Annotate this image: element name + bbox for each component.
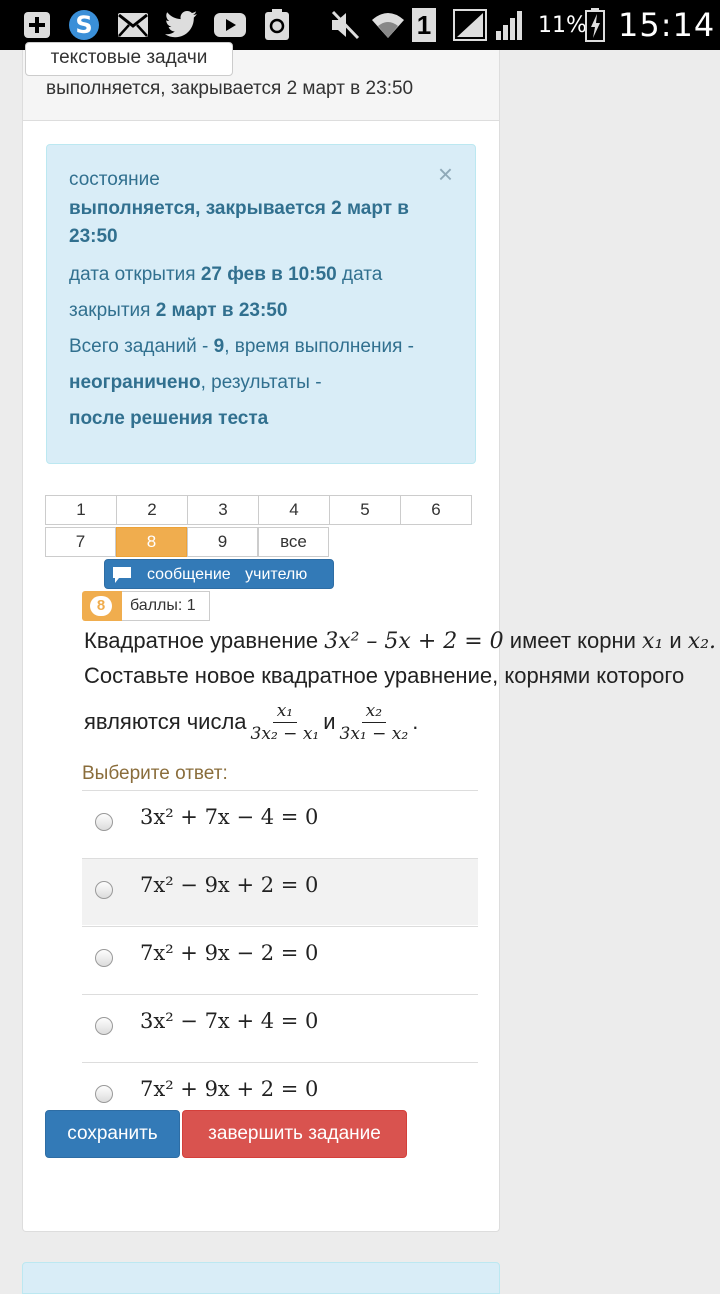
recycle-icon	[262, 8, 292, 42]
answer-radio-1[interactable]	[95, 813, 113, 831]
fraction-2	[340, 700, 409, 745]
answer-text-3: 7x² + 9x − 2 = 0	[140, 941, 319, 965]
question-score: баллы: 1	[122, 591, 210, 621]
answer-radio-4[interactable]	[95, 1017, 113, 1035]
fraction-1-denominator: 3x₂ − x₁	[250, 723, 320, 744]
question-line1-text: Квадратное уравнение	[84, 628, 325, 653]
answer-option-2[interactable]	[82, 858, 478, 925]
question-text	[84, 624, 720, 744]
question-line3-end: .	[412, 709, 419, 734]
signal-bars-icon	[494, 8, 526, 42]
signal-icon	[452, 8, 488, 42]
question-line1-roots: имеет корни	[503, 628, 643, 653]
clock: 15:14	[618, 6, 716, 44]
next-info-panel	[22, 1262, 500, 1294]
task-info-alert	[46, 144, 476, 464]
topic-chip[interactable]: текстовые задачи	[25, 42, 233, 76]
question-equation: 3x² – 5x + 2 = 0	[324, 629, 504, 654]
closed-label-b: закрытия	[69, 300, 151, 321]
state-label: состояние	[69, 169, 160, 190]
svg-text:S: S	[75, 11, 93, 39]
battery-icon	[584, 8, 606, 42]
page-4[interactable]: 4	[258, 495, 330, 525]
question-line2: Составьте новое квадратное уравнение, корнями которого	[84, 663, 685, 688]
answer-radio-2[interactable]	[95, 881, 113, 899]
answer-text-2: 7x² − 9x + 2 = 0	[140, 873, 319, 897]
question-number-badge	[82, 591, 122, 621]
youtube-icon	[212, 8, 248, 42]
closed-label-a: дата	[342, 264, 383, 285]
opened-value: 27 фев в 10:50	[200, 264, 337, 285]
total-value: 9	[213, 336, 225, 357]
comment-icon	[112, 566, 132, 589]
root-x2: x₂.	[687, 629, 717, 654]
page-3[interactable]: 3	[187, 495, 259, 525]
page-8-active[interactable]: 8	[116, 527, 187, 557]
question-line3-text: являются числа	[84, 709, 247, 734]
answer-option-4[interactable]	[82, 994, 478, 1061]
wifi-icon	[370, 8, 406, 42]
task-panel	[22, 47, 717, 1232]
question-number: 8	[90, 596, 112, 616]
closed-value: 2 март в 23:50	[155, 300, 288, 321]
answer-radio-3[interactable]	[95, 949, 113, 967]
fraction-1	[251, 700, 320, 745]
answer-text-5: 7x² + 9x + 2 = 0	[140, 1077, 319, 1101]
fraction-1-numerator: x₁	[273, 700, 297, 723]
page-9[interactable]: 9	[187, 527, 258, 557]
answer-text-4: 3x² − 7x + 4 = 0	[140, 1009, 319, 1033]
time-label: , время выполнения -	[224, 336, 414, 357]
page-all[interactable]: все	[258, 527, 329, 557]
question-line3-and: и	[323, 709, 336, 734]
results-value: после решения теста	[69, 408, 269, 429]
total-label: Всего заданий -	[69, 336, 209, 357]
message-teacher-label: сообщение учителю	[147, 566, 308, 583]
message-teacher-button[interactable]	[104, 559, 334, 589]
results-label: , результаты -	[200, 372, 322, 393]
twitter-icon	[164, 8, 200, 42]
opened-label: дата открытия	[69, 264, 196, 285]
fraction-2-numerator: x₂	[362, 700, 386, 723]
time-value: неограничено	[69, 372, 201, 393]
page-1[interactable]: 1	[45, 495, 117, 525]
page-5[interactable]: 5	[329, 495, 401, 525]
save-button[interactable]: сохранить	[45, 1110, 180, 1158]
sim-badge: 1	[410, 8, 438, 42]
add-notification-icon	[20, 8, 54, 42]
answer-radio-5[interactable]	[95, 1085, 113, 1103]
page-7[interactable]: 7	[45, 527, 116, 557]
page-2[interactable]: 2	[116, 495, 188, 525]
question-and: и	[663, 628, 688, 653]
fraction-2-denominator: 3x₁ − x₂	[339, 723, 409, 744]
battery-percent: 11%	[538, 13, 587, 38]
state-value: выполняется, закрывается 2 март в 23:50	[69, 198, 409, 247]
answer-text-1: 3x² + 7x − 4 = 0	[140, 805, 319, 829]
choose-answer-label: Выберите ответ:	[82, 763, 228, 784]
mail-icon	[116, 8, 150, 42]
skype-icon	[66, 8, 102, 42]
root-x1: x₁	[642, 629, 664, 654]
close-icon[interactable]: ×	[437, 159, 453, 189]
task-header	[23, 47, 499, 121]
answer-option-1[interactable]	[82, 790, 478, 857]
answer-option-3[interactable]	[82, 926, 478, 993]
page-6[interactable]: 6	[400, 495, 472, 525]
finish-task-button[interactable]: завершить задание	[182, 1110, 407, 1158]
mute-icon	[328, 8, 362, 42]
task-status-line: выполняется, закрывается 2 март в 23:50	[46, 78, 414, 99]
